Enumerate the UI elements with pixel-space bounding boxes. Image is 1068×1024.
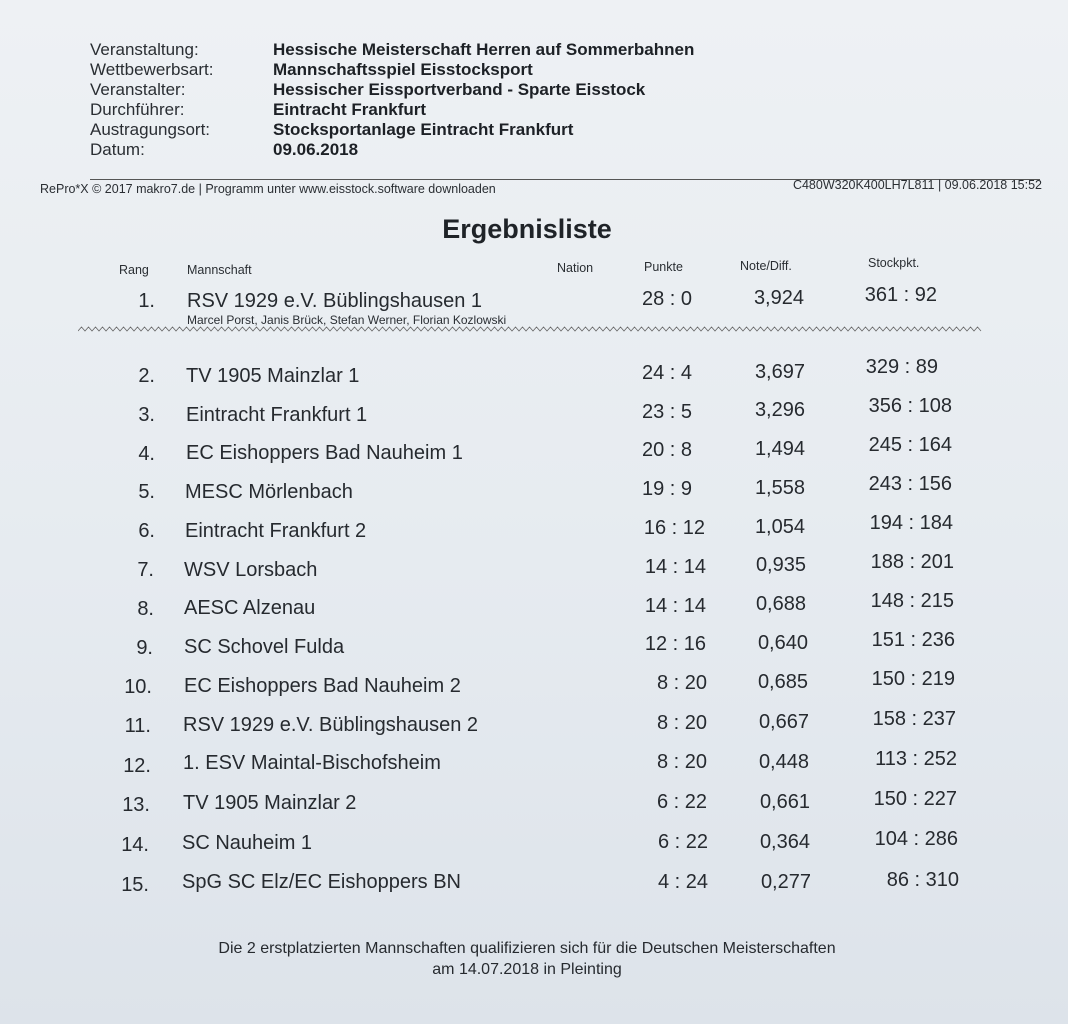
table-row (0, 708, 1068, 744)
column-header-nation: Nation (557, 261, 594, 275)
note-cell: 0,667 (758, 711, 809, 733)
rank-cell: 1. (138, 290, 155, 312)
points-cell: 19 : 9 (641, 478, 692, 500)
note-cell: 0,688 (755, 593, 806, 615)
points-cell: 8 : 20 (656, 751, 707, 773)
points-cell: 16 : 12 (643, 517, 705, 539)
points-cell: 28 : 0 (641, 288, 692, 310)
event-info-row (90, 120, 694, 140)
team-cell: Eintracht Frankfurt 2 (185, 520, 367, 542)
team-members: Marcel Porst, Janis Brück, Stefan Werner, Florian Kozlowski (187, 313, 507, 327)
rank-cell: 15. (121, 874, 149, 896)
stock-cell: 158 : 237 (872, 708, 956, 730)
event-info-label: Durchführer: (90, 100, 185, 119)
rank-cell: 6. (138, 520, 155, 542)
event-info-label: Austragungsort: (90, 120, 211, 139)
team-cell: SC Nauheim 1 (182, 832, 313, 854)
rank-cell: 2. (138, 365, 155, 387)
team-cell: SC Schovel Fulda (184, 636, 345, 658)
points-cell: 20 : 8 (641, 439, 692, 461)
qualification-note (0, 938, 1054, 980)
separator-zigzag (78, 324, 983, 334)
team-cell: AESC Alzenau (184, 597, 316, 619)
column-header-mannschaft: Mannschaft (187, 263, 252, 277)
event-info-label: Datum: (90, 140, 145, 159)
rank-cell: 12. (123, 755, 151, 777)
table-row (0, 788, 1068, 824)
column-header-stockpkt: Stockpkt. (868, 256, 920, 270)
table-row (0, 512, 1068, 548)
stock-cell: 150 : 227 (873, 788, 957, 810)
note-cell: 3,924 (753, 287, 804, 309)
column-header-note: Note/Diff. (740, 259, 792, 273)
event-info-row (90, 100, 694, 120)
table-row (0, 284, 1068, 317)
points-cell: 8 : 20 (656, 712, 707, 734)
qualification-note-line2: am 14.07.2018 in Pleinting (432, 961, 622, 978)
note-cell: 0,661 (759, 791, 810, 813)
table-row (0, 668, 1068, 704)
team-cell: MESC Mörlenbach (185, 481, 353, 503)
team-cell: Eintracht Frankfurt 1 (186, 404, 368, 426)
note-cell: 0,640 (757, 632, 808, 654)
event-info-value: 09.06.2018 (273, 140, 359, 159)
event-info-value: Hessische Meisterschaft Herren auf Sommerbahnen (273, 40, 695, 59)
stock-cell: 243 : 156 (868, 473, 952, 495)
column-header-rang: Rang (119, 263, 149, 277)
stock-cell: 188 : 201 (870, 551, 954, 573)
rank-cell: 9. (136, 637, 153, 659)
stock-cell: 104 : 286 (874, 828, 958, 850)
points-cell: 24 : 4 (641, 362, 692, 384)
note-cell: 0,935 (755, 554, 806, 576)
points-cell: 23 : 5 (641, 401, 692, 423)
team-cell: EC Eishoppers Bad Nauheim 1 (186, 442, 463, 464)
table-row (0, 434, 1068, 470)
table-row (0, 395, 1068, 431)
points-cell: 14 : 14 (644, 556, 706, 578)
column-header-punkte: Punkte (644, 260, 683, 274)
rank-cell: 13. (122, 794, 150, 816)
points-cell: 6 : 22 (656, 791, 707, 813)
rank-cell: 11. (124, 715, 151, 737)
stock-cell: 148 : 215 (870, 590, 954, 612)
table-row (0, 473, 1068, 509)
stock-cell: 361 : 92 (864, 284, 937, 306)
team-cell: RSV 1929 e.V. Büblingshausen 2 (183, 714, 479, 736)
points-cell: 6 : 22 (657, 831, 708, 853)
rank-cell: 8. (137, 598, 154, 620)
note-cell: 0,364 (759, 831, 810, 853)
event-info-label: Veranstaltung: (90, 40, 199, 59)
stock-cell: 329 : 89 (865, 356, 938, 378)
team-cell: TV 1905 Mainzlar 2 (183, 792, 357, 814)
note-cell: 3,296 (754, 399, 805, 421)
print-code: C480W320K400LH7L811 | 09.06.2018 15:52 (792, 178, 1042, 192)
event-info-row (90, 40, 694, 60)
event-info-label: Wettbewerbsart: (90, 60, 214, 79)
event-info-value: Stocksportanlage Eintracht Frankfurt (273, 120, 574, 139)
table-row (0, 551, 1068, 587)
note-cell: 1,558 (754, 477, 805, 499)
table-row (0, 828, 1068, 864)
note-cell: 0,685 (757, 671, 808, 693)
rank-cell: 3. (138, 404, 155, 426)
page-title: Ergebnisliste (442, 214, 612, 244)
table-row (0, 590, 1068, 626)
event-info-row (90, 140, 694, 160)
event-info-value: Mannschaftsspiel Eisstocksport (273, 60, 533, 79)
team-cell: SpG SC Elz/EC Eishoppers BN (182, 871, 461, 893)
event-info-value: Eintracht Frankfurt (273, 100, 427, 119)
rank-cell: 10. (124, 676, 152, 698)
table-row (0, 356, 1068, 392)
event-info (90, 40, 694, 160)
table-row (0, 869, 1068, 904)
rank-cell: 14. (121, 834, 149, 856)
stock-cell: 113 : 252 (875, 748, 957, 770)
team-cell: 1. ESV Maintal-Bischofsheim (183, 752, 441, 774)
qualification-note-line1: Die 2 erstplatzierten Mannschaften qualifizieren sich für die Deutschen Meisterschaften (218, 940, 836, 957)
software-credit: RePro*X © 2017 makro7.de | Programm unter www.eisstock.software downloaden (40, 182, 496, 196)
note-cell: 0,448 (758, 751, 809, 773)
team-cell: WSV Lorsbach (184, 559, 318, 581)
stock-cell: 194 : 184 (869, 512, 953, 534)
points-cell: 4 : 24 (657, 871, 708, 893)
team-cell: RSV 1929 e.V. Büblingshausen 1 (187, 290, 483, 312)
stock-cell: 150 : 219 (871, 668, 955, 690)
stock-cell: 356 : 108 (868, 395, 952, 417)
rank-cell: 5. (138, 481, 155, 503)
stock-cell: 86 : 310 (886, 869, 959, 891)
note-cell: 1,494 (754, 438, 805, 460)
note-cell: 0,277 (760, 871, 811, 893)
points-cell: 12 : 16 (644, 633, 706, 655)
note-cell: 1,054 (754, 516, 805, 538)
rank-cell: 7. (137, 559, 154, 581)
event-info-row (90, 80, 694, 100)
event-info-row (90, 60, 694, 80)
team-cell: TV 1905 Mainzlar 1 (186, 365, 360, 387)
table-row (0, 629, 1068, 665)
table-row (0, 748, 1068, 784)
stock-cell: 151 : 236 (871, 629, 955, 651)
event-info-value: Hessischer Eissportverband - Sparte Eisstock (273, 80, 646, 99)
rank-cell: 4. (138, 443, 155, 465)
stock-cell: 245 : 164 (868, 434, 952, 456)
event-info-label: Veranstalter: (90, 80, 186, 99)
team-cell: EC Eishoppers Bad Nauheim 2 (184, 675, 461, 697)
points-cell: 14 : 14 (644, 595, 706, 617)
note-cell: 3,697 (754, 361, 805, 383)
points-cell: 8 : 20 (656, 672, 707, 694)
